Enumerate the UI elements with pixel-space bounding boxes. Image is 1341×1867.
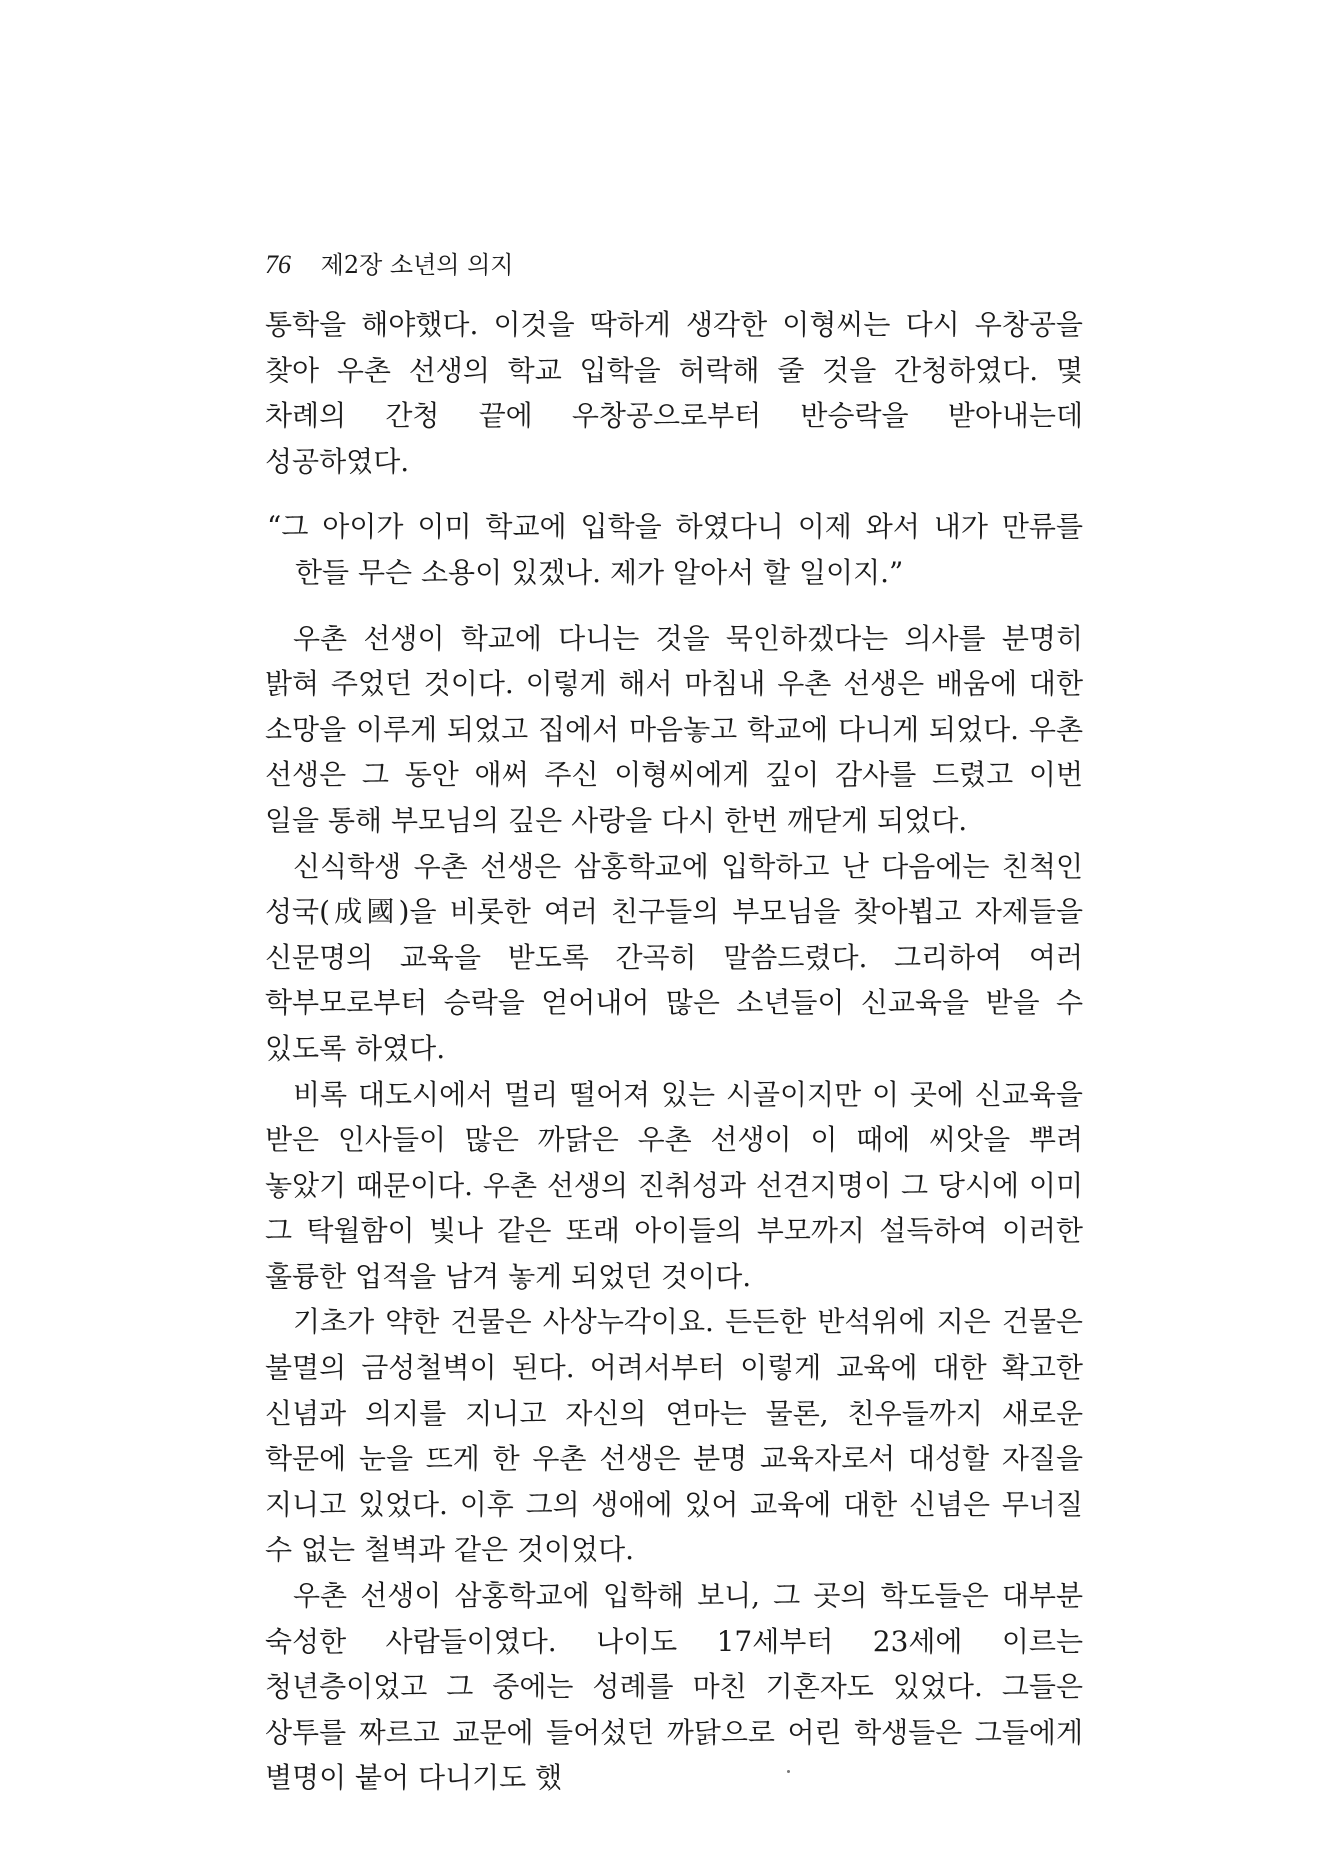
body-text xyxy=(265,302,1083,1801)
quote-paragraph: “그 아이가 이미 학교에 입학을 하였다니 이제 와서 내가 만류를 한들 무슨 소용이 있겠나. 제가 알아서 할 일이지.” xyxy=(267,510,1083,589)
paragraph: 우촌 선생이 학교에 다니는 것을 묵인하겠다는 의사를 분명히 밝혀 주었던 것이다. 이렇게 해서 마침내 우촌 선생은 배움에 대한 소망을 이루게 되었고 집에서 마음놓고 학교에 다니게 되었다. 우촌 선생은 그 동안 애써 주신 이형씨에게 깊이 감사를 드렸고 이번 일을 통해 부모님의 깊은 사랑을 다시 한번 깨닫게 되었다. xyxy=(265,621,1083,837)
paragraph: 우촌 선생이 삼홍학교에 입학해 보니, 그 곳의 학도들은 대부분 숙성한 사람들이였다. 나이도 17세부터 23세에 이르는 청년층이었고 그 중에는 성례를 마친 기혼자도 있었다. 그들은 상투를 짜르고 교문에 들어섰던 까닭으로 어린 학생들은 그들에게 별명이 붙어 다니기도 했 xyxy=(265,1579,1083,1795)
paragraph: 비록 대도시에서 멀리 떨어져 있는 시골이지만 이 곳에 신교육을 받은 인사들이 많은 까닭은 우촌 선생이 이 때에 씨앗을 뿌려 놓았기 때문이다. 우촌 선생의 진취성과 선견지명이 그 당시에 이미 그 탁월함이 빛나 같은 또래 아이들의 부모까지 설득하여 이러한 훌륭한 업적을 남겨 놓게 되었던 것이다. xyxy=(265,1077,1083,1293)
paragraph-continuation: 통학을 해야했다. 이것을 딱하게 생각한 이형씨는 다시 우창공을 찾아 우촌 선생의 학교 입학을 허락해 줄 것을 간청하였다. 몇 차례의 간청 끝에 우창공으로부터 반승락을 받아내는데 성공하였다. xyxy=(265,308,1083,478)
chapter-title: 제2장 소년의 의지 xyxy=(320,251,514,279)
scan-speck xyxy=(787,1770,790,1773)
page-number: 76 xyxy=(265,250,291,279)
paragraph: 신식학생 우촌 선생은 삼홍학교에 입학하고 난 다음에는 친척인 성국(成國)을 비롯한 여러 친구들의 부모님을 찾아뵙고 자제들을 신문명의 교육을 받도록 간곡히 말씀드렸다. 그리하여 여러 학부모로부터 승락을 얻어내어 많은 소년들이 신교육을 받을 수 있도록 하였다. xyxy=(265,849,1083,1065)
running-head xyxy=(265,250,513,280)
paragraph: 기초가 약한 건물은 사상누각이요. 든든한 반석위에 지은 건물은 불멸의 금성철벽이 된다. 어려서부터 이렇게 교육에 대한 확고한 신념과 의지를 지니고 자신의 연마는 물론, 친우들까지 새로운 학문에 눈을 뜨게 한 우촌 선생은 분명 교육자로서 대성할 자질을 지니고 있었다. 이후 그의 생애에 있어 교육에 대한 신념은 무너질 수 없는 철벽과 같은 것이었다. xyxy=(265,1305,1083,1567)
